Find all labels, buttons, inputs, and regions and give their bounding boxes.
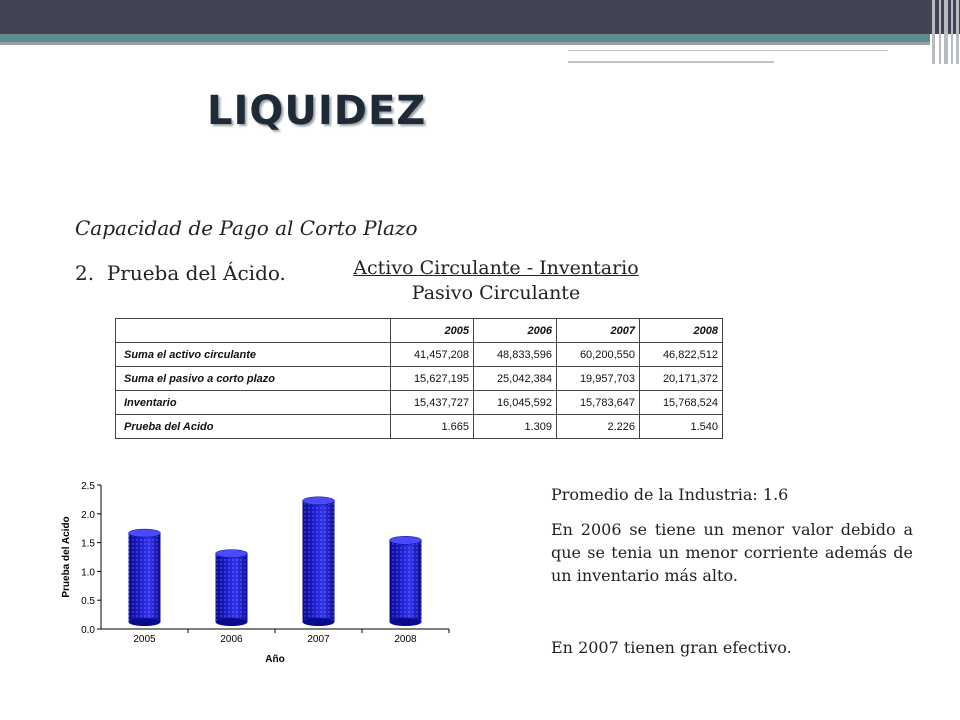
- table-cell: 15,437,727: [391, 391, 474, 415]
- table-header-cell: 2008: [640, 319, 723, 343]
- decorative-stripe: [944, 0, 948, 64]
- decorative-stripe: [956, 0, 959, 64]
- bar-base: [303, 618, 335, 626]
- slide-accent-line: [0, 42, 930, 45]
- x-axis-label: Año: [265, 654, 285, 665]
- table-row-label: Inventario: [116, 391, 391, 415]
- bar-texture: [390, 540, 422, 622]
- table-header-cell: 2006: [474, 319, 557, 343]
- table-header-row: [116, 319, 723, 343]
- table-row: [116, 343, 723, 367]
- table-cell: 15,768,524: [640, 391, 723, 415]
- slide-accent-bar: [0, 34, 930, 42]
- table-cell: 41,457,208: [391, 343, 474, 367]
- table-cell: 1.309: [474, 415, 557, 439]
- bar-texture: [303, 501, 335, 622]
- table-header-cell: 2005: [391, 319, 474, 343]
- note-2006-text: En 2006 se tiene un menor valor debido a que se tenia un menor corriente además de un inventario más alto.: [551, 520, 913, 585]
- table-cell: 15,627,195: [391, 367, 474, 391]
- table-cell: 20,171,372: [640, 367, 723, 391]
- list-item-text: Prueba del Ácido.: [106, 261, 286, 285]
- y-tick-label: 2.0: [81, 509, 95, 521]
- table-header-cell: 2007: [557, 319, 640, 343]
- bar-top: [390, 536, 422, 544]
- y-axis-label: Prueba del Acido: [61, 516, 72, 598]
- y-tick-label: 0.0: [81, 625, 95, 636]
- table-cell: 25,042,384: [474, 367, 557, 391]
- bar-texture: [129, 533, 161, 622]
- table-cell: 60,200,550: [557, 343, 640, 367]
- y-tick-label: 1.0: [81, 567, 95, 579]
- formula: [338, 256, 654, 306]
- y-tick-label: 1.5: [81, 538, 95, 550]
- table-cell: 16,045,592: [474, 391, 557, 415]
- note-2007-text: En 2007 tienen gran efectivo.: [551, 638, 792, 657]
- bar-texture: [216, 554, 248, 622]
- industry-average-text: Promedio de la Industria: 1.6: [551, 485, 789, 504]
- bar-base: [390, 618, 422, 626]
- table-row: [116, 367, 723, 391]
- bar-base: [129, 618, 161, 626]
- table-row-label: Suma el activo circulante: [116, 343, 391, 367]
- x-tick-label: 2005: [133, 634, 156, 645]
- table-cell: 48,833,596: [474, 343, 557, 367]
- list-item-number: 2.: [75, 261, 95, 285]
- table-cell: 15,783,647: [557, 391, 640, 415]
- table-cell: 1.665: [391, 415, 474, 439]
- table-cell: 19,957,703: [557, 367, 640, 391]
- decorative-stripe: [939, 0, 941, 64]
- decorative-line: [568, 50, 888, 51]
- table-cell: 2.226: [557, 415, 640, 439]
- bar-top: [303, 497, 335, 505]
- table-row: [116, 415, 723, 439]
- table-row-label: Prueba del Acido: [116, 415, 391, 439]
- table-header-cell: [116, 319, 391, 343]
- acid-test-chart: [55, 470, 455, 680]
- decorative-stripe: [951, 0, 953, 64]
- x-tick-label: 2008: [394, 634, 417, 645]
- y-tick-label: 2.5: [81, 481, 95, 492]
- list-item: [75, 261, 286, 285]
- table-cell: 46,822,512: [640, 343, 723, 367]
- bar-top: [129, 529, 161, 537]
- y-tick-label: 0.5: [81, 596, 95, 608]
- x-tick-label: 2006: [220, 634, 243, 645]
- financial-table: [115, 318, 723, 439]
- slide-title: LIQUIDEZ: [207, 88, 427, 134]
- bar-base: [216, 618, 248, 626]
- decorative-stripe: [932, 0, 935, 64]
- table-row-label: Suma el pasivo a corto plazo: [116, 367, 391, 391]
- slide-subtitle: Capacidad de Pago al Corto Plazo: [75, 216, 418, 240]
- table-cell: 1.540: [640, 415, 723, 439]
- table-row: [116, 391, 723, 415]
- slide-top-bar: [0, 0, 960, 34]
- formula-denominator: Pasivo Circulante: [411, 282, 581, 304]
- formula-numerator: Activo Circulante - Inventario: [353, 257, 639, 279]
- bar-top: [216, 550, 248, 558]
- x-tick-label: 2007: [307, 634, 330, 645]
- decorative-line: [568, 61, 774, 63]
